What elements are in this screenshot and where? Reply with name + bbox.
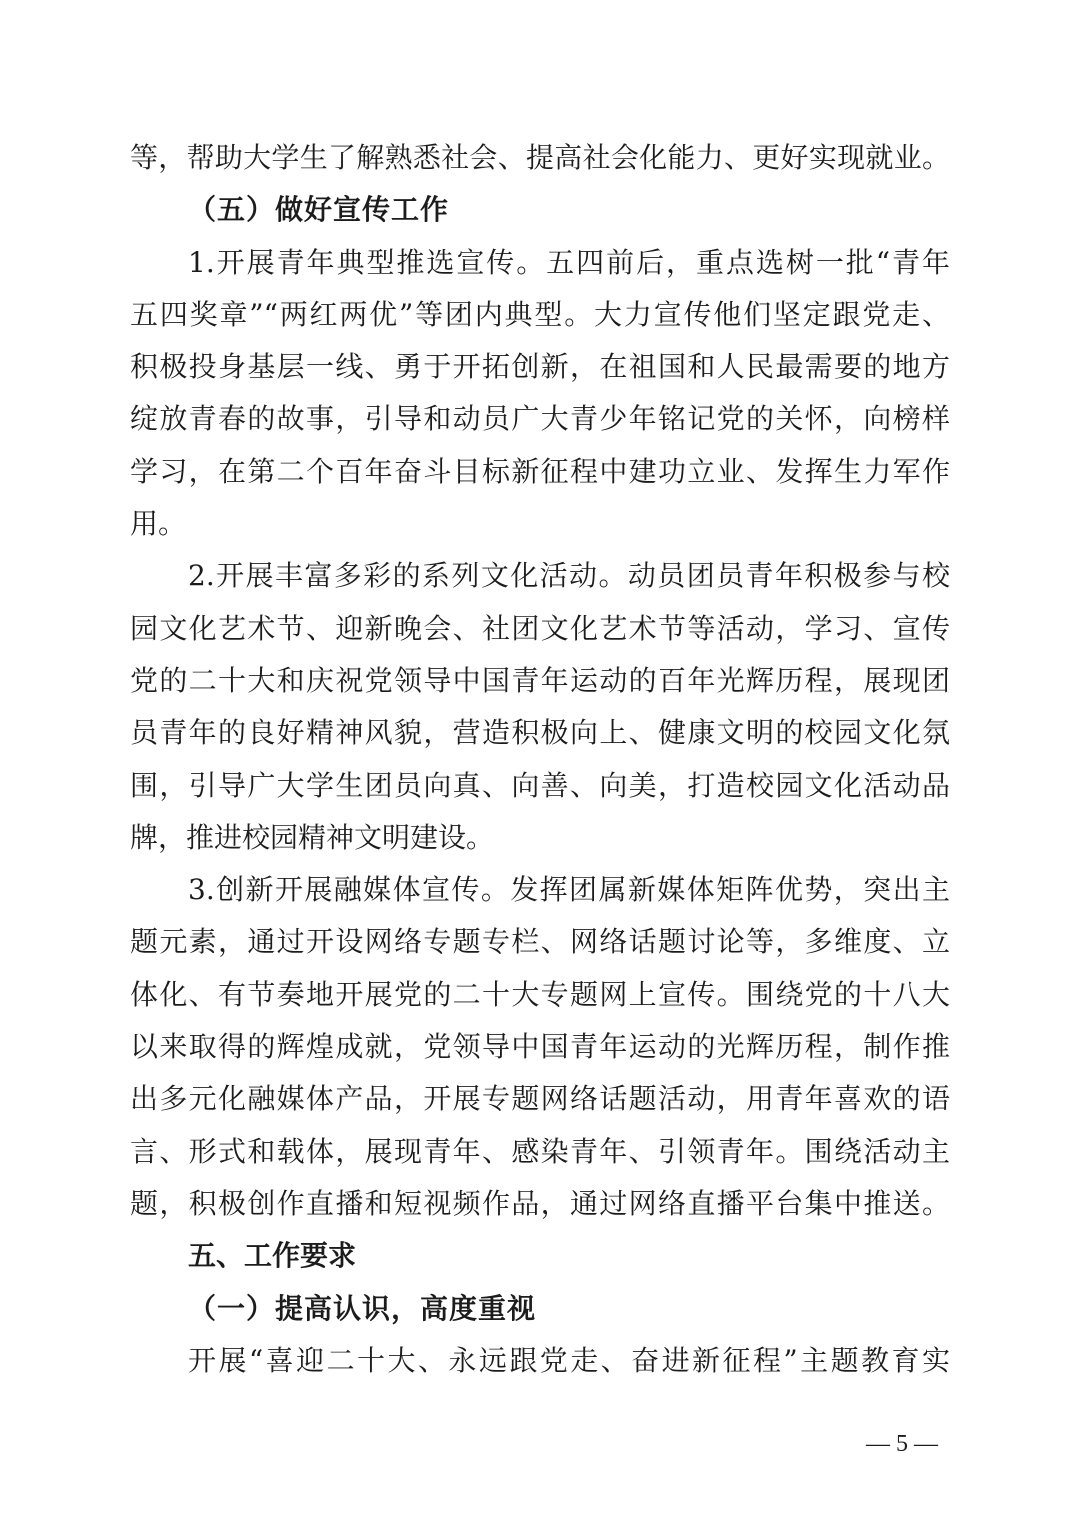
body-line: 园文化艺术节、迎新晚会、社团文化艺术节等活动，学习、宣传 bbox=[130, 611, 950, 645]
body-line: 积极投身基层一线、勇于开拓创新，在祖国和人民最需要的地方 bbox=[130, 350, 950, 384]
body-line: 题元素，通过开设网络专题专栏、网络话题讨论等，多维度、立 bbox=[130, 925, 950, 959]
body-line: 1.开展青年典型推选宣传。五四前后，重点选树一批“青年 bbox=[188, 245, 950, 279]
body-line: 题，积极创作直播和短视频作品，通过网络直播平台集中推送。 bbox=[130, 1186, 950, 1220]
paragraph-item-1 bbox=[130, 237, 950, 551]
subsection-heading-1: （一）提高认识，高度重视 bbox=[188, 1291, 537, 1325]
body-line: 五四奖章”“两红两优”等团内典型。大力宣传他们坚定跟党走、 bbox=[130, 297, 950, 331]
body-line: 3.创新开展融媒体宣传。发挥团属新媒体矩阵优势，突出主 bbox=[188, 873, 950, 907]
paragraph-item-3 bbox=[130, 864, 950, 1230]
paragraph-item-2 bbox=[130, 550, 950, 864]
paragraph-start bbox=[130, 1335, 950, 1387]
body-line: 用。 bbox=[130, 507, 187, 541]
body-line: 学习，在第二个百年奋斗目标新征程中建功立业、发挥生力军作 bbox=[130, 454, 950, 488]
body-line: 体化、有节奏地开展党的二十大专题网上宣传。围绕党的十八大 bbox=[130, 977, 950, 1011]
paragraph-continuation bbox=[130, 132, 950, 184]
document-body bbox=[130, 132, 950, 1387]
subsection-heading-5: （五）做好宣传工作 bbox=[188, 193, 450, 227]
body-line: 出多元化融媒体产品，开展专题网络话题活动，用青年喜欢的语 bbox=[130, 1082, 950, 1116]
body-line: 绽放青春的故事，引导和动员广大青少年铭记党的关怀，向榜样 bbox=[130, 402, 950, 436]
body-line: 2.开展丰富多彩的系列文化活动。动员团员青年积极参与校 bbox=[188, 559, 950, 593]
body-line: 牌，推进校园精神文明建设。 bbox=[130, 820, 495, 854]
body-line: 员青年的良好精神风貌，营造积极向上、健康文明的校园文化氛 bbox=[130, 716, 950, 750]
body-line: 言、形式和载体，展现青年、感染青年、引领青年。围绕活动主 bbox=[130, 1134, 950, 1168]
body-line: 围，引导广大学生团员向真、向善、向美，打造校园文化活动品 bbox=[130, 768, 950, 802]
body-line: 开展“喜迎二十大、永远跟党走、奋进新征程”主题教育实 bbox=[188, 1343, 950, 1377]
page-number: — 5 — bbox=[866, 1431, 938, 1457]
body-line: 党的二十大和庆祝党领导中国青年运动的百年光辉历程，展现团 bbox=[130, 663, 950, 697]
section-heading-5: 五、工作要求 bbox=[188, 1239, 357, 1273]
body-line: 等，帮助大学生了解熟悉社会、提高社会化能力、更好实现就业。 bbox=[130, 141, 950, 174]
body-line: 以来取得的辉煌成就，党领导中国青年运动的光辉历程，制作推 bbox=[130, 1030, 950, 1064]
